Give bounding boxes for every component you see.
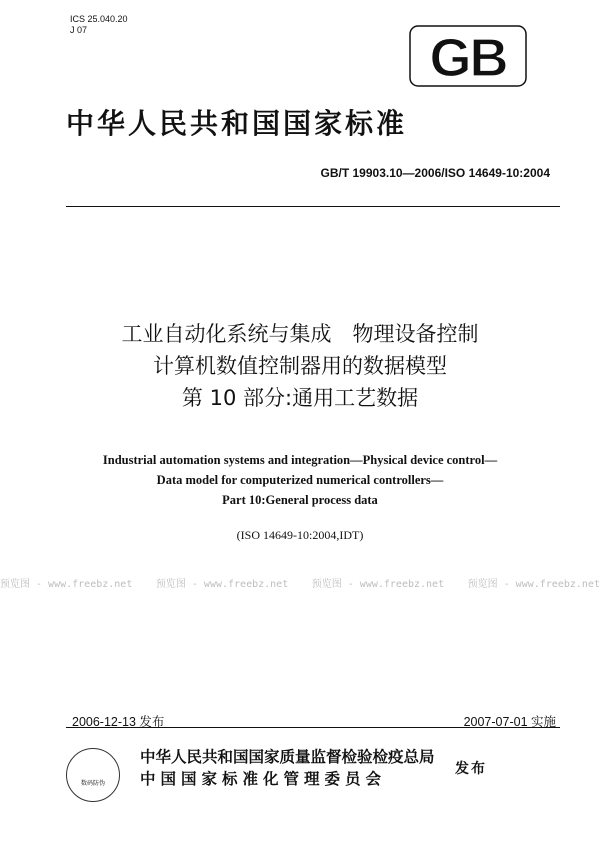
issuing-authorities bbox=[140, 746, 435, 790]
english-title-line-2: Data model for computerized numerical controllers— bbox=[156, 473, 444, 487]
ics-code: ICS 25.040.20 bbox=[70, 14, 128, 24]
implementation-date: 2007-07-01 实施 bbox=[463, 715, 556, 729]
chinese-title-line-1: 工业自动化系统与集成 物理设备控制 bbox=[121, 322, 479, 346]
issuer-line-1: 中华人民共和国国家质量监督检验检疫总局 bbox=[140, 748, 435, 766]
standard-number: GB/T 19903.10—2006/ISO 14649-10:2004 bbox=[320, 166, 550, 180]
header-divider bbox=[66, 206, 560, 207]
anti-counterfeit-seal-icon bbox=[66, 748, 120, 802]
iso-equivalence-note: (ISO 14649-10:2004,IDT) bbox=[236, 528, 364, 542]
seal-label: 数码防伪 bbox=[80, 780, 105, 787]
english-title bbox=[0, 450, 600, 510]
watermark-text: 预览图 - www.freebz.net bbox=[311, 579, 445, 590]
chinese-title-line-2: 计算机数值控制器用的数据模型 bbox=[153, 354, 447, 378]
issuer-line-2: 中国国家标准化管理委员会 bbox=[140, 770, 387, 788]
english-title-line-3: Part 10:General process data bbox=[222, 493, 378, 507]
gb-logo bbox=[408, 24, 528, 88]
national-standard-title: 中华人民共和国国家标准 bbox=[66, 107, 408, 140]
classification-codes bbox=[70, 14, 128, 36]
footer-divider bbox=[66, 727, 560, 728]
watermark-strip bbox=[0, 575, 600, 591]
ccs-code: J 07 bbox=[70, 25, 88, 35]
watermark-text: 预览图 - www.freebz.net bbox=[467, 579, 600, 590]
watermark-text: 预览图 - www.freebz.net bbox=[155, 579, 289, 590]
publish-label: 发布 bbox=[455, 761, 487, 777]
watermark-text: 预览图 - www.freebz.net bbox=[0, 579, 133, 590]
release-date: 2006-12-13 发布 bbox=[72, 715, 165, 729]
gb-logo-text: GB bbox=[429, 28, 507, 88]
chinese-title-line-3: 第 10 部分:通用工艺数据 bbox=[181, 386, 419, 410]
english-title-line-1: Industrial automation systems and integration—Physical device control— bbox=[102, 453, 498, 467]
chinese-title bbox=[0, 318, 600, 414]
